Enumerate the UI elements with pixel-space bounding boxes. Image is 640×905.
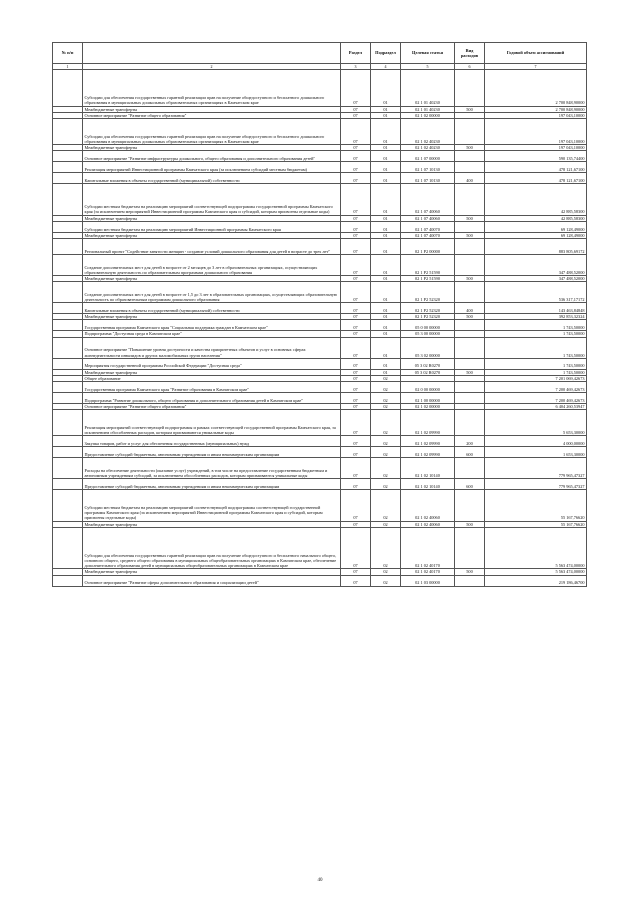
table-row bbox=[53, 479, 587, 490]
row-amount-cell: 347 488,52000 bbox=[485, 254, 587, 275]
row-number-cell bbox=[53, 490, 83, 522]
row-number-cell bbox=[53, 479, 83, 490]
row-number-cell bbox=[53, 358, 83, 369]
row-subsection-cell: 01 bbox=[371, 232, 401, 238]
row-amount-cell: 5 563 474,00000 bbox=[485, 569, 587, 575]
row-number-cell bbox=[53, 447, 83, 458]
row-description-cell: Закупка товаров, работ и услуг для обеспечения государственных (муниципальных) нужд bbox=[83, 436, 341, 447]
row-target-article-cell: 02 1 02 09990 bbox=[401, 409, 455, 435]
row-description-cell: Межбюджетные трансферты bbox=[83, 232, 341, 238]
row-subsection-cell: 02 bbox=[371, 381, 401, 392]
row-target-article-cell: 05 3 00 00000 bbox=[401, 331, 455, 337]
header-subsection: Подраздел bbox=[371, 43, 401, 64]
row-description-cell: Капитальные вложения в объекты государственной (муниципальной) собственности bbox=[83, 173, 341, 184]
row-description-cell: Подпрограмма "Развитие дошкольного, общего образования и дополнительного образования детей в Камчатском крае" bbox=[83, 392, 341, 403]
row-target-article-cell: 02 1 P2 00000 bbox=[401, 238, 455, 254]
row-subsection-cell: 01 bbox=[371, 303, 401, 314]
row-amount-cell: 1 743,50000 bbox=[485, 358, 587, 369]
row-section-cell: 07 bbox=[341, 392, 371, 403]
row-target-article-cell: 02 1 P2 51590 bbox=[401, 276, 455, 282]
row-number-cell bbox=[53, 70, 83, 107]
row-description-cell: Субсидии для обеспечения государственных гарантий реализации прав на получение общедоступного и бесплатного дошкольного образования в муниципальных дошкольных образовательных организациях в Камчатском крае bbox=[83, 118, 341, 144]
row-subsection-cell: 02 bbox=[371, 403, 401, 409]
column-index: 4 bbox=[371, 64, 401, 70]
row-expense-type-cell bbox=[455, 575, 485, 586]
row-section-cell: 07 bbox=[341, 282, 371, 303]
row-amount-cell: 1 653,30000 bbox=[485, 447, 587, 458]
row-subsection-cell: 01 bbox=[371, 337, 401, 358]
table-row bbox=[53, 70, 587, 107]
row-expense-type-cell: 400 bbox=[455, 303, 485, 314]
row-expense-type-cell: 500 bbox=[455, 521, 485, 527]
row-amount-cell: 197 043,10000 bbox=[485, 118, 587, 144]
row-subsection-cell: 02 bbox=[371, 409, 401, 435]
row-number-cell bbox=[53, 184, 83, 216]
row-target-article-cell: 02 1 07 10130 bbox=[401, 162, 455, 173]
row-number-cell bbox=[53, 173, 83, 184]
row-amount-cell: 7 200 469,42673 bbox=[485, 381, 587, 392]
row-description-cell: Государственная программа Камчатского края "Социальная поддержка граждан в Камчатском крае" bbox=[83, 320, 341, 331]
row-description-cell: Субсидии для обеспечения государственных гарантий реализации прав на получение общедоступного и бесплатного дошкольного образования в муниципальных дошкольных образовательных организациях в Камчатском крае bbox=[83, 70, 341, 107]
row-amount-cell: 42 885,58300 bbox=[485, 184, 587, 216]
row-description-cell: Основное мероприятие "Повышение уровня доступности и качества приоритетных объектов и услуг в основных сферах жизнедеятельности инвалидов и других маломобильных групп населения" bbox=[83, 337, 341, 358]
row-target-article-cell: 02 1 02 10140 bbox=[401, 479, 455, 490]
header-annual-amount: Годовой объем ассигнований bbox=[485, 43, 587, 64]
table-row bbox=[53, 254, 587, 275]
row-expense-type-cell bbox=[455, 221, 485, 232]
row-amount-cell: 219 186,46700 bbox=[485, 575, 587, 586]
row-target-article-cell: 02 1 P2 52320 bbox=[401, 303, 455, 314]
row-target-article-cell: 02 1 01 40230 bbox=[401, 106, 455, 112]
row-section-cell: 07 bbox=[341, 314, 371, 320]
row-subsection-cell: 01 bbox=[371, 221, 401, 232]
row-section-cell: 07 bbox=[341, 575, 371, 586]
row-description-cell: Предоставление субсидий бюджетным, автономным учреждениям и иным некоммерческим организациям bbox=[83, 447, 341, 458]
row-target-article-cell: 05 3 02 00000 bbox=[401, 337, 455, 358]
row-expense-type-cell bbox=[455, 282, 485, 303]
row-subsection-cell: 01 bbox=[371, 215, 401, 221]
row-expense-type-cell bbox=[455, 527, 485, 569]
row-amount-cell: 392 853,32324 bbox=[485, 314, 587, 320]
row-target-article-cell: 02 1 02 09990 bbox=[401, 436, 455, 447]
row-section-cell: 07 bbox=[341, 358, 371, 369]
row-number-cell bbox=[53, 162, 83, 173]
header-target-article: Целевая статья bbox=[401, 43, 455, 64]
row-subsection-cell: 01 bbox=[371, 238, 401, 254]
row-target-article-cell: 02 1 07 40060 bbox=[401, 215, 455, 221]
row-amount-cell: 69 128,49000 bbox=[485, 221, 587, 232]
row-amount-cell: 6 404 260,53947 bbox=[485, 403, 587, 409]
row-expense-type-cell bbox=[455, 118, 485, 144]
row-expense-type-cell: 500 bbox=[455, 569, 485, 575]
row-subsection-cell: 02 bbox=[371, 490, 401, 522]
row-target-article-cell: 05 0 00 00000 bbox=[401, 320, 455, 331]
row-section-cell: 07 bbox=[341, 447, 371, 458]
row-amount-cell: 478 121,67100 bbox=[485, 162, 587, 173]
row-subsection-cell: 01 bbox=[371, 118, 401, 144]
row-expense-type-cell bbox=[455, 254, 485, 275]
row-subsection-cell: 02 bbox=[371, 575, 401, 586]
table-row bbox=[53, 381, 587, 392]
row-description-cell: Основное мероприятие "Развитие инфраструктуры дошкольного, общего образования и дополнительного образования детей" bbox=[83, 151, 341, 162]
row-section-cell: 07 bbox=[341, 479, 371, 490]
row-description-cell: Создание дополнительных мест для детей в возрасте от 2 месяцев до 3 лет в образовательных организациях, осуществляющих образовательную деятельность по образовательным программам дошкольного образования bbox=[83, 254, 341, 275]
table-row bbox=[53, 575, 587, 586]
column-index: 6 bbox=[455, 64, 485, 70]
row-description-cell: Предоставление субсидий бюджетным, автономным учреждениям и иным некоммерческим организациям bbox=[83, 479, 341, 490]
row-expense-type-cell bbox=[455, 409, 485, 435]
row-subsection-cell: 01 bbox=[371, 276, 401, 282]
row-target-article-cell: 02 1 00 00000 bbox=[401, 392, 455, 403]
row-number-cell bbox=[53, 575, 83, 586]
row-description-cell: Межбюджетные трансферты bbox=[83, 215, 341, 221]
table-row bbox=[53, 527, 587, 569]
row-number-cell bbox=[53, 337, 83, 358]
row-target-article-cell: 02 1 02 40170 bbox=[401, 527, 455, 569]
row-expense-type-cell: 200 bbox=[455, 436, 485, 447]
row-description-cell: Субсидии местным бюджетам на реализацию мероприятий соответствующей подпрограммы соответствующей государственной программы Камчатского края (за исключением мероприятий Инвестиционной программы Камчатского края и субсидий, которым присвоены отдельные коды) bbox=[83, 490, 341, 522]
row-section-cell: 07 bbox=[341, 403, 371, 409]
row-subsection-cell: 01 bbox=[371, 145, 401, 151]
row-description-cell: Расходы на обеспечение деятельности (оказание услуг) учреждений, в том числе на предоставление государственным бюджетным и автономным учреждениям субсидий, за исключением обособленных расходов, которым присваиваются уникальные коды bbox=[83, 457, 341, 478]
row-target-article-cell: 02 1 P2 52320 bbox=[401, 282, 455, 303]
row-subsection-cell: 01 bbox=[371, 320, 401, 331]
table-row bbox=[53, 447, 587, 458]
column-index: 7 bbox=[485, 64, 587, 70]
row-section-cell: 07 bbox=[341, 151, 371, 162]
row-subsection-cell: 02 bbox=[371, 375, 401, 381]
row-amount-cell: 5 653,30000 bbox=[485, 409, 587, 435]
row-description-cell: Региональный проект "Содействие занятости женщин - создание условий дошкольного образования для детей в возрасте до трех лет" bbox=[83, 238, 341, 254]
table-row bbox=[53, 238, 587, 254]
row-subsection-cell: 01 bbox=[371, 184, 401, 216]
page-number: 40 bbox=[317, 878, 323, 883]
row-section-cell: 07 bbox=[341, 381, 371, 392]
row-number-cell bbox=[53, 254, 83, 275]
row-section-cell: 07 bbox=[341, 106, 371, 112]
row-section-cell: 07 bbox=[341, 369, 371, 375]
row-amount-cell: 779 965,47327 bbox=[485, 457, 587, 478]
row-expense-type-cell bbox=[455, 392, 485, 403]
row-amount-cell: 2 700 848,90000 bbox=[485, 70, 587, 107]
row-description-cell: Субсидии местным бюджетам на реализацию мероприятий соответствующей подпрограммы государственной программы Камчатского края (за исключением мероприятий Инвестиционной программы Камчатского края и субсидий, которым присвоены отдельные коды) bbox=[83, 184, 341, 216]
row-target-article-cell: 02 1 P2 51590 bbox=[401, 254, 455, 275]
row-expense-type-cell: 500 bbox=[455, 232, 485, 238]
row-description-cell: Межбюджетные трансферты bbox=[83, 569, 341, 575]
row-description-cell: Субсидии для обеспечения государственных гарантий реализации прав на получение общедоступного и бесплатного начального общего, основного общего, среднего общего образования в муниципальных общеобразовательных организациях в Камчатском крае, обеспечение дополнительного образования детей в муниципальных общеобразовательных организациях в Камчатском крае bbox=[83, 527, 341, 569]
row-subsection-cell: 01 bbox=[371, 282, 401, 303]
row-section-cell: 07 bbox=[341, 173, 371, 184]
row-expense-type-cell bbox=[455, 457, 485, 478]
header-section: Раздел bbox=[341, 43, 371, 64]
row-target-article-cell: 05 3 02 R0270 bbox=[401, 358, 455, 369]
row-subsection-cell: 02 bbox=[371, 447, 401, 458]
row-subsection-cell: 01 bbox=[371, 112, 401, 118]
row-description-cell: Основное мероприятие "Развитие общего образования" bbox=[83, 112, 341, 118]
row-target-article-cell: 02 1 01 40230 bbox=[401, 70, 455, 107]
row-subsection-cell: 01 bbox=[371, 331, 401, 337]
table-body bbox=[53, 70, 587, 587]
row-section-cell: 07 bbox=[341, 521, 371, 527]
table-row bbox=[53, 392, 587, 403]
row-description-cell: Основное мероприятие "Развитие общего образования" bbox=[83, 403, 341, 409]
row-amount-cell: 4 000,00000 bbox=[485, 436, 587, 447]
header-name bbox=[83, 43, 341, 64]
row-section-cell: 07 bbox=[341, 490, 371, 522]
row-section-cell: 07 bbox=[341, 527, 371, 569]
table-row bbox=[53, 118, 587, 144]
row-description-cell: Мероприятия государственной программы Российской Федерации "Доступная среда" bbox=[83, 358, 341, 369]
row-description-cell: Капитальные вложения в объекты государственной (муниципальной) собственности bbox=[83, 303, 341, 314]
row-description-cell: Межбюджетные трансферты bbox=[83, 276, 341, 282]
row-expense-type-cell: 500 bbox=[455, 276, 485, 282]
row-target-article-cell: 02 1 07 40070 bbox=[401, 221, 455, 232]
row-section-cell: 07 bbox=[341, 118, 371, 144]
row-section-cell: 07 bbox=[341, 184, 371, 216]
row-target-article-cell: 02 1 02 09990 bbox=[401, 447, 455, 458]
row-number-cell bbox=[53, 381, 83, 392]
row-description-cell: Основное мероприятие "Развитие сферы дополнительного образования и социализации детей" bbox=[83, 575, 341, 586]
row-amount-cell: 197 043,10000 bbox=[485, 112, 587, 118]
row-description-cell: Межбюджетные трансферты bbox=[83, 106, 341, 112]
row-expense-type-cell: 400 bbox=[455, 173, 485, 184]
row-number-cell bbox=[53, 392, 83, 403]
row-description-cell: Субсидии местным бюджетам на реализацию мероприятий Инвестиционной программы Камчатского края bbox=[83, 221, 341, 232]
document-sheet bbox=[52, 42, 586, 587]
header-number: № п/п bbox=[53, 43, 83, 64]
column-index: 5 bbox=[401, 64, 455, 70]
row-subsection-cell: 02 bbox=[371, 521, 401, 527]
row-number-cell bbox=[53, 320, 83, 331]
row-amount-cell: 1 743,50000 bbox=[485, 337, 587, 358]
row-target-article-cell: 02 1 P2 52320 bbox=[401, 314, 455, 320]
row-expense-type-cell bbox=[455, 320, 485, 331]
table-row bbox=[53, 358, 587, 369]
header-row bbox=[53, 43, 587, 64]
row-subsection-cell: 01 bbox=[371, 369, 401, 375]
table-row bbox=[53, 303, 587, 314]
row-expense-type-cell bbox=[455, 162, 485, 173]
row-description-cell: Государственная программа Камчатского края "Развитие образования в Камчатском крае" bbox=[83, 381, 341, 392]
table-row bbox=[53, 409, 587, 435]
row-section-cell: 07 bbox=[341, 145, 371, 151]
row-target-article-cell: 02 1 02 10140 bbox=[401, 457, 455, 478]
row-target-article-cell: 02 1 02 40060 bbox=[401, 490, 455, 522]
row-description-cell: Межбюджетные трансферты bbox=[83, 314, 341, 320]
row-expense-type-cell: 600 bbox=[455, 479, 485, 490]
row-description-cell: Создание дополнительных мест для детей в возрасте от 1,5 до 3 лет в образовательных организациях, осуществляющих образовательную деятельность по образовательным программам дошкольного образования bbox=[83, 282, 341, 303]
row-expense-type-cell bbox=[455, 70, 485, 107]
row-number-cell bbox=[53, 221, 83, 232]
row-subsection-cell: 01 bbox=[371, 106, 401, 112]
row-section-cell: 07 bbox=[341, 569, 371, 575]
row-expense-type-cell: 500 bbox=[455, 314, 485, 320]
row-section-cell: 07 bbox=[341, 276, 371, 282]
row-number-cell bbox=[53, 282, 83, 303]
row-expense-type-cell bbox=[455, 151, 485, 162]
row-number-cell bbox=[53, 457, 83, 478]
row-number-cell bbox=[53, 238, 83, 254]
row-description-cell: Межбюджетные трансферты bbox=[83, 145, 341, 151]
row-expense-type-cell: 500 bbox=[455, 215, 485, 221]
row-section-cell: 07 bbox=[341, 337, 371, 358]
row-amount-cell: 55 167,76620 bbox=[485, 521, 587, 527]
row-amount-cell: 779 965,47327 bbox=[485, 479, 587, 490]
row-amount-cell: 1 743,50000 bbox=[485, 320, 587, 331]
row-section-cell: 07 bbox=[341, 436, 371, 447]
row-amount-cell: 69 128,49000 bbox=[485, 232, 587, 238]
row-section-cell: 07 bbox=[341, 215, 371, 221]
row-expense-type-cell bbox=[455, 358, 485, 369]
table-row bbox=[53, 337, 587, 358]
row-target-article-cell: 02 1 07 00000 bbox=[401, 151, 455, 162]
row-amount-cell: 42 885,58300 bbox=[485, 215, 587, 221]
row-section-cell: 07 bbox=[341, 320, 371, 331]
table-row bbox=[53, 151, 587, 162]
row-expense-type-cell bbox=[455, 490, 485, 522]
row-section-cell: 07 bbox=[341, 70, 371, 107]
row-expense-type-cell bbox=[455, 381, 485, 392]
row-description-cell: Общее образование bbox=[83, 375, 341, 381]
row-description-cell: Реализация мероприятий Инвестиционной программы Камчатского края (за исключением субсидий местным бюджетам) bbox=[83, 162, 341, 173]
row-amount-cell: 883 805,69172 bbox=[485, 238, 587, 254]
row-subsection-cell: 01 bbox=[371, 70, 401, 107]
table-row bbox=[53, 173, 587, 184]
row-section-cell: 07 bbox=[341, 112, 371, 118]
row-number-cell bbox=[53, 118, 83, 144]
row-amount-cell: 536 317,17172 bbox=[485, 282, 587, 303]
row-description-cell: Подпрограмма "Доступная среда в Камчатском крае" bbox=[83, 331, 341, 337]
row-expense-type-cell: 500 bbox=[455, 145, 485, 151]
row-section-cell: 07 bbox=[341, 375, 371, 381]
row-description-cell: Межбюджетные трансферты bbox=[83, 369, 341, 375]
table-row bbox=[53, 490, 587, 522]
row-section-cell: 07 bbox=[341, 331, 371, 337]
row-subsection-cell: 02 bbox=[371, 527, 401, 569]
row-expense-type-cell: 500 bbox=[455, 369, 485, 375]
row-subsection-cell: 01 bbox=[371, 358, 401, 369]
row-amount-cell: 1 743,50000 bbox=[485, 331, 587, 337]
row-amount-cell: 2 700 848,90000 bbox=[485, 106, 587, 112]
row-subsection-cell: 02 bbox=[371, 569, 401, 575]
row-target-article-cell: 05 3 02 R0270 bbox=[401, 369, 455, 375]
row-description-cell: Реализация мероприятий соответствующей подпрограммы и рамках соответствующей государственной программы Камчатского края, за исключением обособленных расходов, которым присваиваются уникальные коды bbox=[83, 409, 341, 435]
row-description-cell: Межбюджетные трансферты bbox=[83, 521, 341, 527]
column-index: 1 bbox=[53, 64, 83, 70]
row-subsection-cell: 02 bbox=[371, 479, 401, 490]
row-subsection-cell: 01 bbox=[371, 254, 401, 275]
row-subsection-cell: 01 bbox=[371, 151, 401, 162]
row-section-cell: 07 bbox=[341, 232, 371, 238]
row-target-article-cell: 02 1 07 10130 bbox=[401, 173, 455, 184]
row-amount-cell: 347 488,52000 bbox=[485, 276, 587, 282]
row-target-article-cell: 02 1 07 40060 bbox=[401, 184, 455, 216]
row-target-article-cell: 02 1 02 00000 bbox=[401, 403, 455, 409]
row-subsection-cell: 02 bbox=[371, 436, 401, 447]
row-amount-cell: 478 121,67100 bbox=[485, 173, 587, 184]
row-amount-cell: 197 043,10000 bbox=[485, 145, 587, 151]
row-number-cell bbox=[53, 409, 83, 435]
row-section-cell: 07 bbox=[341, 162, 371, 173]
row-amount-cell: 7 201 069,42673 bbox=[485, 375, 587, 381]
header-expense-type: Вид расходов bbox=[455, 43, 485, 64]
row-amount-cell: 5 563 474,00000 bbox=[485, 527, 587, 569]
row-amount-cell: 143 463,84848 bbox=[485, 303, 587, 314]
row-target-article-cell: 02 1 02 00000 bbox=[401, 112, 455, 118]
row-amount-cell: 1 743,50000 bbox=[485, 369, 587, 375]
row-target-article-cell: 02 1 02 40230 bbox=[401, 118, 455, 144]
row-section-cell: 07 bbox=[341, 457, 371, 478]
row-expense-type-cell: 500 bbox=[455, 106, 485, 112]
row-number-cell bbox=[53, 303, 83, 314]
row-section-cell: 07 bbox=[341, 254, 371, 275]
row-subsection-cell: 01 bbox=[371, 162, 401, 173]
row-section-cell: 07 bbox=[341, 303, 371, 314]
row-target-article-cell: 02 1 02 40170 bbox=[401, 569, 455, 575]
row-target-article-cell: 02 1 02 40230 bbox=[401, 145, 455, 151]
table-row bbox=[53, 162, 587, 173]
column-index: 2 bbox=[83, 64, 341, 70]
row-subsection-cell: 02 bbox=[371, 392, 401, 403]
row-number-cell bbox=[53, 527, 83, 569]
row-expense-type-cell: 600 bbox=[455, 447, 485, 458]
row-number-cell bbox=[53, 151, 83, 162]
table-row bbox=[53, 184, 587, 216]
row-expense-type-cell bbox=[455, 337, 485, 358]
row-section-cell: 07 bbox=[341, 409, 371, 435]
column-index: 3 bbox=[341, 64, 371, 70]
table-row bbox=[53, 436, 587, 447]
row-target-article-cell: 02 0 00 00000 bbox=[401, 381, 455, 392]
row-section-cell: 07 bbox=[341, 238, 371, 254]
row-section-cell: 07 bbox=[341, 221, 371, 232]
row-amount-cell: 55 167,76620 bbox=[485, 490, 587, 522]
row-subsection-cell: 02 bbox=[371, 457, 401, 478]
row-target-article-cell: 02 1 03 00000 bbox=[401, 575, 455, 586]
row-number-cell bbox=[53, 436, 83, 447]
table-row bbox=[53, 221, 587, 232]
row-subsection-cell: 01 bbox=[371, 173, 401, 184]
row-subsection-cell: 01 bbox=[371, 314, 401, 320]
table-row bbox=[53, 282, 587, 303]
row-amount-cell: 590 135,74400 bbox=[485, 151, 587, 162]
table-row bbox=[53, 457, 587, 478]
row-target-article-cell: 02 1 02 40060 bbox=[401, 521, 455, 527]
budget-table bbox=[52, 42, 587, 587]
row-target-article-cell: 02 1 07 40070 bbox=[401, 232, 455, 238]
row-amount-cell: 7 200 469,42673 bbox=[485, 392, 587, 403]
row-expense-type-cell bbox=[455, 184, 485, 216]
table-row bbox=[53, 320, 587, 331]
row-expense-type-cell bbox=[455, 238, 485, 254]
